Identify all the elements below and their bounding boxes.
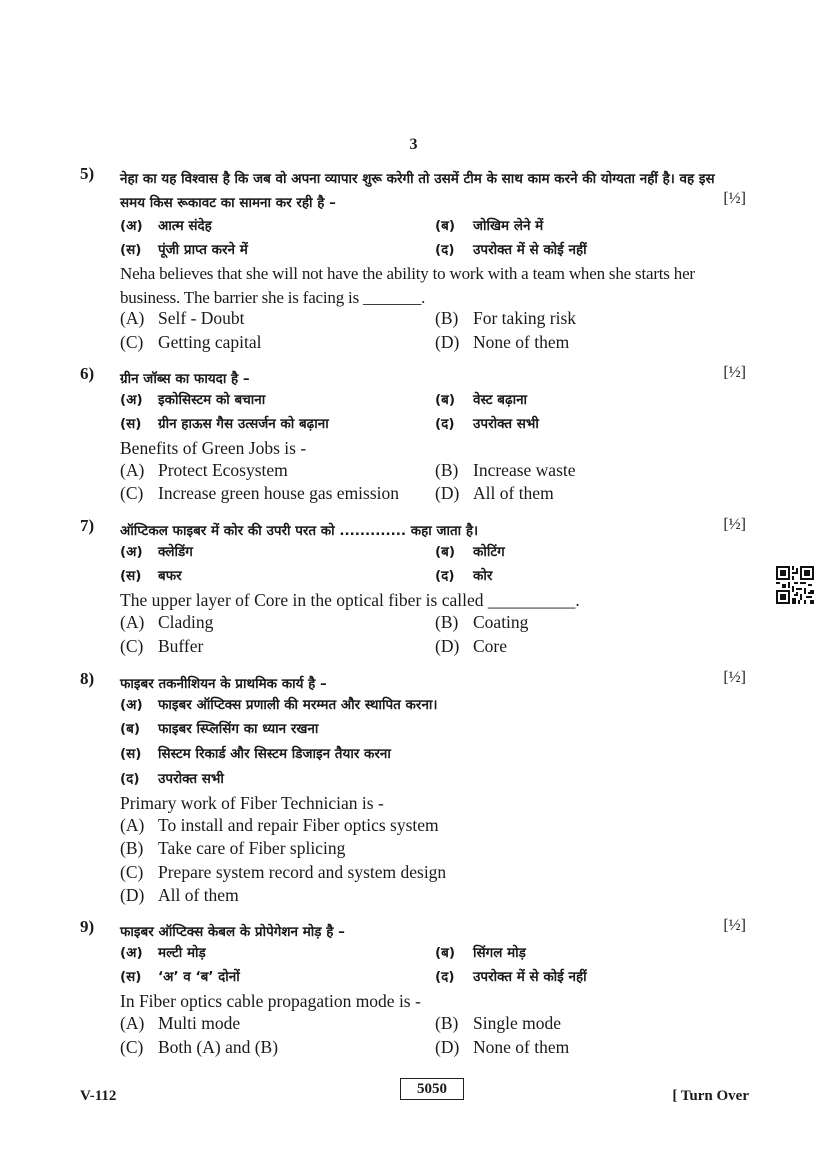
option-en-b: (B) For taking risk xyxy=(435,308,577,328)
hindi-option: (द) उपरोक्त सभी xyxy=(120,771,224,787)
english-options-row xyxy=(120,612,750,636)
qr-code-icon xyxy=(776,566,814,604)
option-en-d: (D) None of them xyxy=(435,1037,570,1057)
english-options-row xyxy=(120,1013,750,1037)
hindi-options-row xyxy=(120,967,750,991)
hindi-options-row xyxy=(120,414,750,438)
option-en-a: (A) Clading xyxy=(120,612,214,632)
hindi-options-row xyxy=(120,390,750,414)
option-hi-a: (अ) इकोसिस्टम को बचाना xyxy=(120,392,266,408)
option-en-b: (B) Coating xyxy=(435,612,529,632)
english-options-row xyxy=(120,636,750,660)
option-hi-d: (द) उपरोक्त में से कोई नहीं xyxy=(435,242,587,258)
question-english-stem: In Fiber optics cable propagation mode is - xyxy=(120,991,421,1011)
option-en-b: (B) Single mode xyxy=(435,1013,561,1033)
turn-over-label: [ Turn Over xyxy=(672,1088,749,1104)
english-option: (B) Take care of Fiber splicing xyxy=(120,838,346,858)
english-option: (C) Prepare system record and system design xyxy=(120,862,447,882)
option-en-b: (B) Increase waste xyxy=(435,460,576,480)
option-hi-b: (ब) वेस्ट बढ़ाना xyxy=(435,392,528,408)
page-number: 3 xyxy=(409,136,418,153)
question-english-stem: Benefits of Green Jobs is - xyxy=(120,438,307,458)
serial-number-box: 5050 xyxy=(400,1078,464,1100)
english-options-row xyxy=(120,460,750,484)
question-8 xyxy=(80,669,750,909)
option-hi-c: (स) ‘अ’ व ‘ब’ दोनों xyxy=(120,969,240,985)
hindi-option: (ब) फाइबर स्प्लिसिंग का ध्यान रखना xyxy=(120,721,319,737)
english-options-row xyxy=(120,1037,750,1061)
question-hindi-stem: फाइबर तकनीशियन के प्राथमिक कार्य है – xyxy=(120,676,327,692)
option-hi-d: (द) उपरोक्त सभी xyxy=(435,416,539,432)
english-options-row xyxy=(120,308,750,332)
question-english-stem: Primary work of Fiber Technician is - xyxy=(120,793,384,813)
question-9 xyxy=(80,917,750,1061)
question-number: 8) xyxy=(80,669,95,688)
option-hi-b: (ब) कोटिंग xyxy=(435,544,505,560)
option-en-d: (D) None of them xyxy=(435,332,570,352)
option-en-d: (D) All of them xyxy=(435,483,554,503)
question-number: 7) xyxy=(80,516,95,535)
hindi-option: (अ) फाइबर ऑप्टिक्स प्रणाली की मरम्मत और स्थापित करना। xyxy=(120,697,438,713)
option-hi-c: (स) ग्रीन हाऊस गैस उत्सर्जन को बढ़ाना xyxy=(120,416,329,432)
option-en-c: (C) Increase green house gas emission xyxy=(120,483,400,503)
question-marks: [½] xyxy=(723,917,746,934)
option-hi-a: (अ) क्लेडिंग xyxy=(120,544,193,560)
question-marks: [½] xyxy=(723,364,746,381)
option-en-c: (C) Both (A) and (B) xyxy=(120,1037,279,1057)
option-hi-b: (ब) जोखिम लेने में xyxy=(435,218,544,234)
hindi-options-row xyxy=(120,240,750,264)
option-en-c: (C) Getting capital xyxy=(120,332,262,352)
option-en-a: (A) Multi mode xyxy=(120,1013,241,1033)
hindi-options-row xyxy=(120,566,750,590)
option-hi-b: (ब) सिंगल मोड़ xyxy=(435,945,526,961)
question-7 xyxy=(80,516,750,656)
option-hi-c: (स) पूंजी प्राप्त करने में xyxy=(120,242,248,258)
option-hi-a: (अ) मल्टी मोड़ xyxy=(120,945,206,961)
english-option: (A) To install and repair Fiber optics system xyxy=(120,815,439,835)
question-hindi-stem: ऑप्टिकल फाइबर में कोर की उपरी परत को ............. कहा जाता है। xyxy=(120,523,479,539)
option-en-a: (A) Self - Doubt xyxy=(120,308,245,328)
question-number: 5) xyxy=(80,164,95,183)
option-hi-a: (अ) आत्म संदेह xyxy=(120,218,212,234)
option-en-c: (C) Buffer xyxy=(120,636,204,656)
hindi-options-row xyxy=(120,542,750,566)
paper-code: V-112 xyxy=(80,1088,117,1104)
option-en-d: (D) Core xyxy=(435,636,508,656)
question-hindi-stem: ग्रीन जॉब्स का फायदा है – xyxy=(120,371,250,387)
hindi-options-row xyxy=(120,216,750,240)
question-english-stem: Neha believes that she will not have the ability to work with a team when she starts her business. The barrier she is facing is _______. xyxy=(120,264,695,307)
question-marks: [½] xyxy=(723,516,746,533)
question-number: 9) xyxy=(80,917,95,936)
english-options-row xyxy=(120,332,750,356)
question-marks: [½] xyxy=(723,190,746,207)
option-hi-d: (द) कोर xyxy=(435,568,493,584)
hindi-options-row xyxy=(120,943,750,967)
question-english-stem: The upper layer of Core in the optical fiber is called __________. xyxy=(120,590,580,610)
option-en-a: (A) Protect Ecosystem xyxy=(120,460,288,480)
hindi-option: (स) सिस्टम रिकार्ड और सिस्टम डिजाइन तैयार करना xyxy=(120,746,391,762)
question-number: 6) xyxy=(80,364,95,383)
question-6 xyxy=(80,364,750,504)
question-marks: [½] xyxy=(723,669,746,686)
english-option: (D) All of them xyxy=(120,885,239,905)
english-options-row xyxy=(120,483,750,507)
question-5 xyxy=(80,164,750,354)
question-hindi-stem: नेहा का यह विश्वास है कि जब वो अपना व्यापार शुरू करेगी तो उसमें टीम के साथ काम करने की योग्यता नहीं है। वह इस समय किस रूकावट का सामना कर रही है – xyxy=(120,171,715,211)
option-hi-d: (द) उपरोक्त में से कोई नहीं xyxy=(435,969,587,985)
option-hi-c: (स) बफर xyxy=(120,568,182,584)
question-hindi-stem: फाइबर ऑप्टिक्स केबल के प्रोपेगेशन मोड़ है – xyxy=(120,924,345,940)
